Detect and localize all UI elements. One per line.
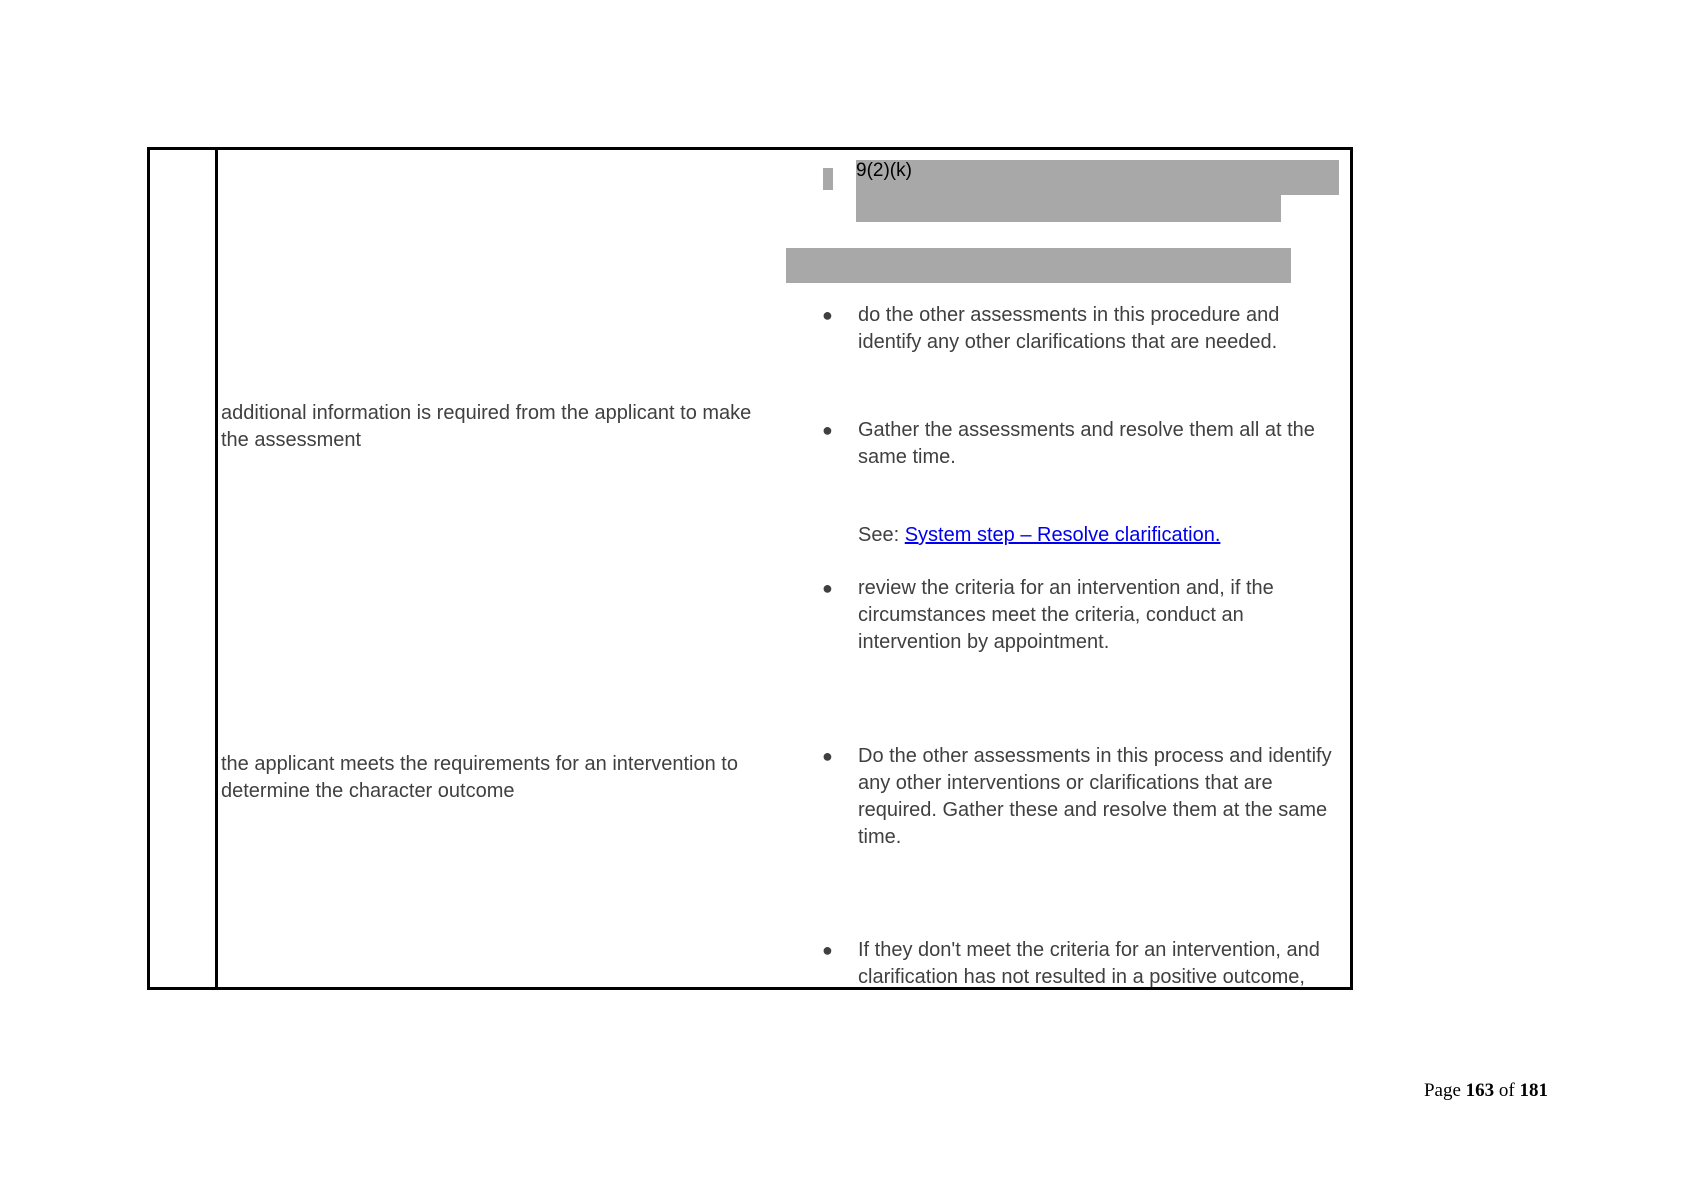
redaction-block-1 (856, 160, 1339, 195)
page-number (1424, 1080, 1548, 1102)
bullet-icon: ● (822, 305, 833, 325)
action-item-5: If they don't meet the criteria for an intervention, and clarification has not resulted in a positive outcome, (858, 939, 1320, 987)
redaction-block-3 (786, 248, 1291, 283)
resolve-clarification-link[interactable]: System step – Resolve clarification. (904, 524, 1221, 546)
bullet-icon: ● (822, 746, 833, 766)
of-word: of (1498, 1080, 1515, 1101)
action-item-1: do the other assessments in this procedure and identify any other clarifications that are needed. (858, 304, 1280, 353)
redaction-block-2 (856, 195, 1281, 222)
action-item-2: Gather the assessments and resolve them all at the same time. (858, 419, 1315, 468)
bullet-icon: ● (822, 940, 833, 960)
see-reference (858, 522, 1220, 549)
page-word: Page (1423, 1080, 1461, 1101)
page-current: 163 (1465, 1080, 1495, 1101)
page-total: 181 (1519, 1080, 1548, 1101)
condition-intervention: the applicant meets the requirements for an intervention to determine the character outcome (221, 753, 738, 802)
table-column-divider (215, 147, 218, 990)
redaction-code-label: 9(2)(k) (856, 160, 912, 181)
condition-additional-info: additional information is required from the applicant to make the assessment (221, 402, 752, 451)
action-item-4: Do the other assessments in this process and identify any other interventions or clarifications that are required. Gather these and resolve them at the same time. (858, 745, 1332, 848)
see-prefix: See: (858, 524, 900, 546)
bullet-icon: ● (822, 420, 833, 440)
bullet-icon: ● (822, 578, 833, 598)
action-item-3: review the criteria for an intervention and, if the circumstances meet the criteria, conduct an intervention by appointment. (858, 577, 1274, 653)
redaction-marker (823, 168, 833, 190)
